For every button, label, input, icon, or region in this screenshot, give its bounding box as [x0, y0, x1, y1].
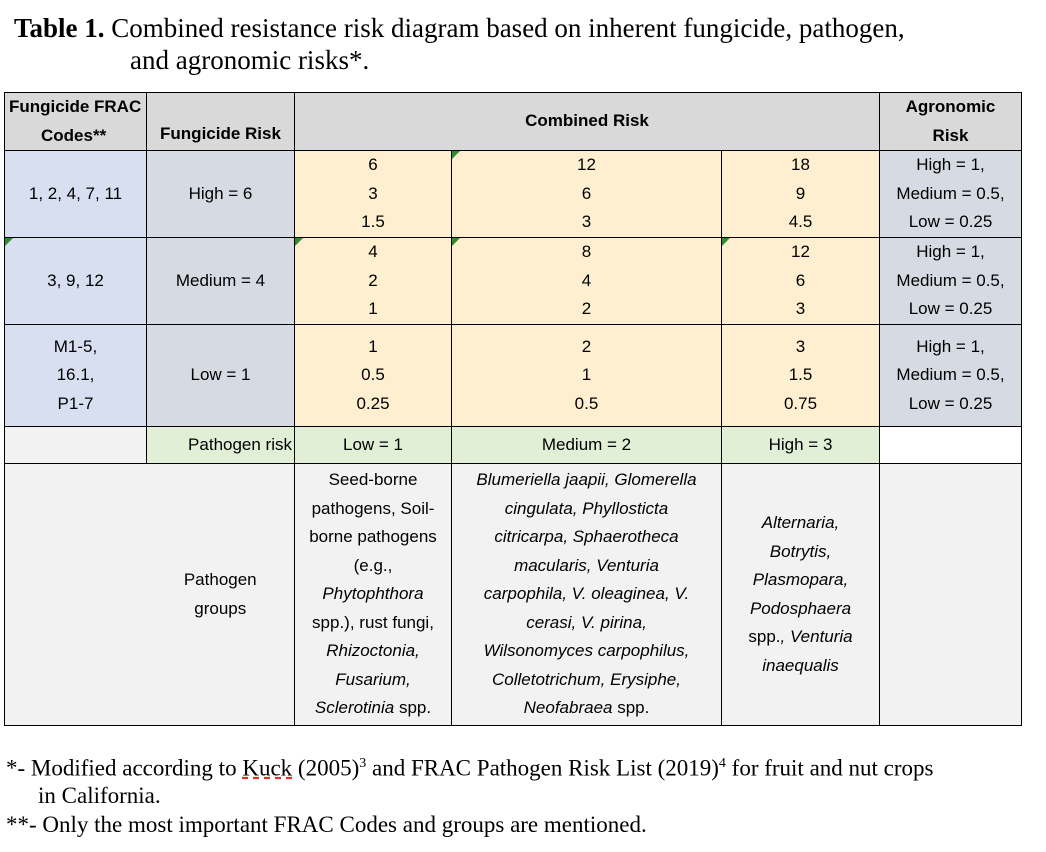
comment-marker-icon [452, 151, 460, 159]
agronomic-risk-cell: High = 1, Medium = 0.5, Low = 0.25 [880, 151, 1022, 238]
combined-medium-cell: 8 4 2 [452, 238, 722, 325]
combined-high-cell: 18 9 4.5 [722, 151, 880, 238]
header-frac-codes: Fungicide FRAC Codes** [5, 93, 147, 151]
agronomic-risk-cell: High = 1, Medium = 0.5, Low = 0.25 [880, 325, 1022, 427]
table-row [5, 238, 1022, 325]
combined-low-cell: 6 3 1.5 [295, 151, 452, 238]
combined-low-cell: 1 0.5 0.25 [295, 325, 452, 427]
table-row [5, 151, 1022, 238]
combined-medium-cell: 12 6 3 [452, 151, 722, 238]
blank-cell [880, 427, 1022, 464]
header-row [5, 93, 1022, 151]
blank-cell [880, 464, 1022, 726]
header-combined-risk: Combined Risk [295, 93, 880, 151]
pathogen-groups-medium: Blumeriella jaapii, Glomerella cingulata, Phyllosticta citricarpa, Sphaerotheca macularis, Venturia carpophila, V. oleaginea, V. cerasi, V. pirina, Wilsonomyces carpophilus, Colletotrichum, Erysiphe, Neofabraea spp. [452, 464, 722, 726]
fungicide-risk-cell: High = 6 [147, 151, 295, 238]
footnote-1: *- Modified according to Kuck $(2005)^3$ and FRAC Pathogen Risk List $(2019)^4$ for fruit and nut crops [6, 755, 934, 781]
combined-low-cell: 4 2 1 [295, 238, 452, 325]
pathogen-risk-low: Low = 1 [295, 427, 452, 464]
header-fungicide-risk: Fungicide Risk [147, 93, 295, 151]
pathogen-risk-label: Pathogen risk [147, 427, 295, 464]
comment-marker-icon [5, 238, 13, 246]
frac-codes-cell: M1-5, 16.1, P1-7 [5, 325, 147, 427]
frac-codes-cell: 3, 9, 12 [5, 238, 147, 325]
comment-marker-icon [722, 238, 730, 246]
header-agronomic-risk: Agronomic Risk [880, 93, 1022, 151]
comment-marker-icon [452, 238, 460, 246]
combined-high-cell: 12 6 3 [722, 238, 880, 325]
table-caption [14, 12, 1034, 76]
caption-label: Table 1. [14, 13, 105, 43]
pathogen-groups-high: Alternaria, Botrytis, Plasmopara, Podosphaera spp., Venturia inaequalis [722, 464, 880, 726]
risk-table [4, 92, 1022, 726]
footnote-1-continued: in California. [38, 782, 161, 808]
combined-medium-cell: 2 1 0.5 [452, 325, 722, 427]
pathogen-risk-row [5, 427, 1022, 464]
pathogen-groups-label: Pathogen groups [147, 464, 295, 726]
blank-cell [5, 464, 147, 726]
caption-line1: Combined resistance risk diagram based on inherent fungicide, pathogen, [104, 13, 905, 43]
pathogen-risk-high: High = 3 [722, 427, 880, 464]
table-row [5, 325, 1022, 427]
pathogen-groups-low: Seed-borne pathogens, Soil- borne pathogens (e.g., Phytophthora spp.), rust fungi, Rhizoctonia, Fusarium, Sclerotinia spp. [295, 464, 452, 726]
caption-line2: and agronomic risks*. [130, 45, 370, 75]
footnote-2: **- Only the most important FRAC Codes and groups are mentioned. [6, 811, 647, 837]
comment-marker-icon [295, 238, 303, 246]
pathogen-groups-row [5, 464, 1022, 726]
agronomic-risk-cell: High = 1, Medium = 0.5, Low = 0.25 [880, 238, 1022, 325]
fungicide-risk-cell: Medium = 4 [147, 238, 295, 325]
blank-cell [5, 427, 147, 464]
fungicide-risk-cell: Low = 1 [147, 325, 295, 427]
combined-high-cell: 3 1.5 0.75 [722, 325, 880, 427]
pathogen-risk-medium: Medium = 2 [452, 427, 722, 464]
footnotes [6, 750, 1036, 838]
frac-codes-cell: 1, 2, 4, 7, 11 [5, 151, 147, 238]
